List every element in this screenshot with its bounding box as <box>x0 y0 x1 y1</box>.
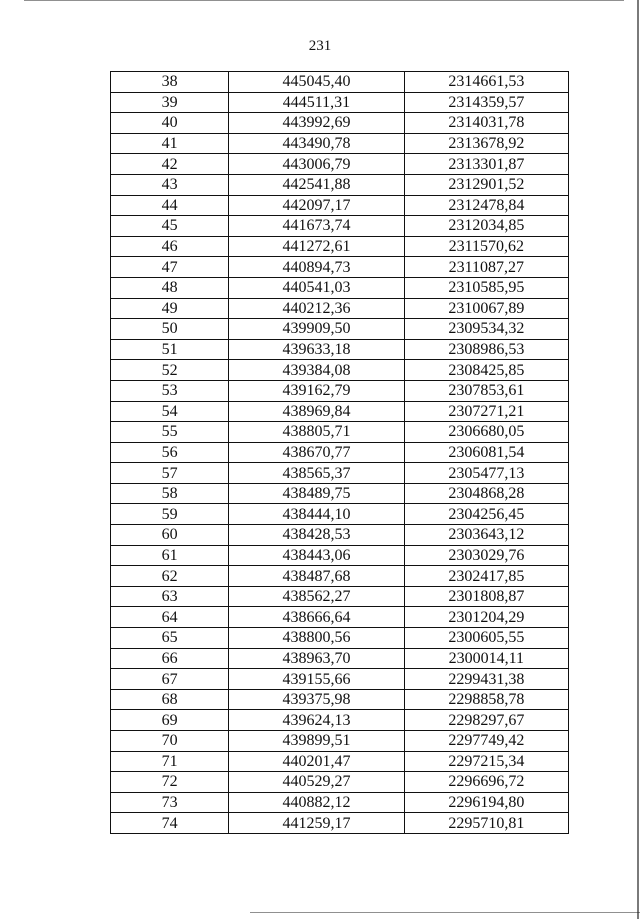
x-coordinate-cell: 445045,40 <box>229 72 404 93</box>
table-row <box>111 525 569 546</box>
table-row <box>111 504 569 525</box>
table-row <box>111 772 569 793</box>
table-row <box>111 545 569 566</box>
y-coordinate-cell: 2310585,95 <box>404 277 568 298</box>
point-number-cell: 40 <box>111 113 229 134</box>
y-coordinate-cell: 2297749,42 <box>404 731 568 752</box>
point-number-cell: 65 <box>111 628 229 649</box>
point-number-cell: 41 <box>111 133 229 154</box>
y-coordinate-cell: 2305477,13 <box>404 463 568 484</box>
y-coordinate-cell: 2295710,81 <box>404 813 568 834</box>
table-row <box>111 422 569 443</box>
y-coordinate-cell: 2307853,61 <box>404 380 568 401</box>
point-number-cell: 38 <box>111 72 229 93</box>
table-row <box>111 298 569 319</box>
x-coordinate-cell: 442097,17 <box>229 195 404 216</box>
point-number-cell: 55 <box>111 422 229 443</box>
coordinates-table <box>110 71 569 834</box>
y-coordinate-cell: 2300014,11 <box>404 648 568 669</box>
point-number-cell: 71 <box>111 751 229 772</box>
y-coordinate-cell: 2298297,67 <box>404 710 568 731</box>
point-number-cell: 45 <box>111 216 229 237</box>
x-coordinate-cell: 444511,31 <box>229 92 404 113</box>
point-number-cell: 70 <box>111 731 229 752</box>
table-body <box>111 72 569 834</box>
x-coordinate-cell: 438969,84 <box>229 401 404 422</box>
table-row <box>111 236 569 257</box>
point-number-cell: 69 <box>111 710 229 731</box>
x-coordinate-cell: 441673,74 <box>229 216 404 237</box>
y-coordinate-cell: 2308425,85 <box>404 360 568 381</box>
table-row <box>111 648 569 669</box>
page-number: 231 <box>308 38 332 54</box>
y-coordinate-cell: 2298858,78 <box>404 689 568 710</box>
point-number-cell: 73 <box>111 792 229 813</box>
table-row <box>111 731 569 752</box>
table-row <box>111 813 569 834</box>
table-row <box>111 463 569 484</box>
table-row <box>111 72 569 93</box>
point-number-cell: 53 <box>111 380 229 401</box>
point-number-cell: 66 <box>111 648 229 669</box>
y-coordinate-cell: 2307271,21 <box>404 401 568 422</box>
table-row <box>111 319 569 340</box>
point-number-cell: 51 <box>111 339 229 360</box>
x-coordinate-cell: 438562,27 <box>229 586 404 607</box>
y-coordinate-cell: 2314031,78 <box>404 113 568 134</box>
x-coordinate-cell: 441272,61 <box>229 236 404 257</box>
point-number-cell: 68 <box>111 689 229 710</box>
x-coordinate-cell: 438428,53 <box>229 525 404 546</box>
point-number-cell: 43 <box>111 174 229 195</box>
x-coordinate-cell: 438489,75 <box>229 483 404 504</box>
point-number-cell: 61 <box>111 545 229 566</box>
point-number-cell: 63 <box>111 586 229 607</box>
x-coordinate-cell: 439375,98 <box>229 689 404 710</box>
table-row <box>111 607 569 628</box>
point-number-cell: 64 <box>111 607 229 628</box>
x-coordinate-cell: 439384,08 <box>229 360 404 381</box>
y-coordinate-cell: 2296696,72 <box>404 772 568 793</box>
x-coordinate-cell: 439633,18 <box>229 339 404 360</box>
y-coordinate-cell: 2306680,05 <box>404 422 568 443</box>
point-number-cell: 39 <box>111 92 229 113</box>
table-row <box>111 195 569 216</box>
y-coordinate-cell: 2312478,84 <box>404 195 568 216</box>
y-coordinate-cell: 2303643,12 <box>404 525 568 546</box>
x-coordinate-cell: 440201,47 <box>229 751 404 772</box>
table-row <box>111 710 569 731</box>
y-coordinate-cell: 2311570,62 <box>404 236 568 257</box>
x-coordinate-cell: 439155,66 <box>229 669 404 690</box>
y-coordinate-cell: 2304868,28 <box>404 483 568 504</box>
x-coordinate-cell: 439899,51 <box>229 731 404 752</box>
y-coordinate-cell: 2296194,80 <box>404 792 568 813</box>
point-number-cell: 47 <box>111 257 229 278</box>
table-row <box>111 257 569 278</box>
table-row <box>111 628 569 649</box>
x-coordinate-cell: 440541,03 <box>229 277 404 298</box>
y-coordinate-cell: 2301204,29 <box>404 607 568 628</box>
point-number-cell: 46 <box>111 236 229 257</box>
x-coordinate-cell: 438666,64 <box>229 607 404 628</box>
x-coordinate-cell: 443992,69 <box>229 113 404 134</box>
x-coordinate-cell: 443490,78 <box>229 133 404 154</box>
table-row <box>111 277 569 298</box>
point-number-cell: 54 <box>111 401 229 422</box>
scan-edge-right <box>637 0 639 919</box>
x-coordinate-cell: 438444,10 <box>229 504 404 525</box>
y-coordinate-cell: 2306081,54 <box>404 442 568 463</box>
x-coordinate-cell: 438800,56 <box>229 628 404 649</box>
table-row <box>111 792 569 813</box>
y-coordinate-cell: 2302417,85 <box>404 566 568 587</box>
x-coordinate-cell: 440212,36 <box>229 298 404 319</box>
table-row <box>111 339 569 360</box>
y-coordinate-cell: 2308986,53 <box>404 339 568 360</box>
y-coordinate-cell: 2299431,38 <box>404 669 568 690</box>
y-coordinate-cell: 2309534,32 <box>404 319 568 340</box>
table-row <box>111 566 569 587</box>
point-number-cell: 62 <box>111 566 229 587</box>
y-coordinate-cell: 2314661,53 <box>404 72 568 93</box>
x-coordinate-cell: 442541,88 <box>229 174 404 195</box>
table-row <box>111 113 569 134</box>
point-number-cell: 42 <box>111 154 229 175</box>
table-row <box>111 442 569 463</box>
table-row <box>111 751 569 772</box>
y-coordinate-cell: 2314359,57 <box>404 92 568 113</box>
y-coordinate-cell: 2312034,85 <box>404 216 568 237</box>
point-number-cell: 50 <box>111 319 229 340</box>
x-coordinate-cell: 438443,06 <box>229 545 404 566</box>
y-coordinate-cell: 2313678,92 <box>404 133 568 154</box>
x-coordinate-cell: 439162,79 <box>229 380 404 401</box>
x-coordinate-cell: 439624,13 <box>229 710 404 731</box>
table-row <box>111 216 569 237</box>
table-row <box>111 586 569 607</box>
table-row <box>111 401 569 422</box>
x-coordinate-cell: 438670,77 <box>229 442 404 463</box>
x-coordinate-cell: 439909,50 <box>229 319 404 340</box>
point-number-cell: 59 <box>111 504 229 525</box>
point-number-cell: 67 <box>111 669 229 690</box>
table-row <box>111 689 569 710</box>
y-coordinate-cell: 2297215,34 <box>404 751 568 772</box>
point-number-cell: 72 <box>111 772 229 793</box>
point-number-cell: 57 <box>111 463 229 484</box>
x-coordinate-cell: 441259,17 <box>229 813 404 834</box>
x-coordinate-cell: 443006,79 <box>229 154 404 175</box>
point-number-cell: 44 <box>111 195 229 216</box>
y-coordinate-cell: 2303029,76 <box>404 545 568 566</box>
point-number-cell: 56 <box>111 442 229 463</box>
y-coordinate-cell: 2304256,45 <box>404 504 568 525</box>
point-number-cell: 49 <box>111 298 229 319</box>
x-coordinate-cell: 440894,73 <box>229 257 404 278</box>
x-coordinate-cell: 438963,70 <box>229 648 404 669</box>
x-coordinate-cell: 440882,12 <box>229 792 404 813</box>
scan-edge-top <box>24 0 624 1</box>
table-row <box>111 92 569 113</box>
point-number-cell: 74 <box>111 813 229 834</box>
table-row <box>111 669 569 690</box>
point-number-cell: 48 <box>111 277 229 298</box>
y-coordinate-cell: 2300605,55 <box>404 628 568 649</box>
table-row <box>111 133 569 154</box>
y-coordinate-cell: 2313301,87 <box>404 154 568 175</box>
y-coordinate-cell: 2310067,89 <box>404 298 568 319</box>
point-number-cell: 58 <box>111 483 229 504</box>
table-row <box>111 380 569 401</box>
point-number-cell: 60 <box>111 525 229 546</box>
y-coordinate-cell: 2312901,52 <box>404 174 568 195</box>
x-coordinate-cell: 438487,68 <box>229 566 404 587</box>
y-coordinate-cell: 2301808,87 <box>404 586 568 607</box>
x-coordinate-cell: 440529,27 <box>229 772 404 793</box>
y-coordinate-cell: 2311087,27 <box>404 257 568 278</box>
scan-edge-bottom <box>250 912 640 913</box>
table-row <box>111 483 569 504</box>
point-number-cell: 52 <box>111 360 229 381</box>
table-row <box>111 154 569 175</box>
table-row <box>111 174 569 195</box>
x-coordinate-cell: 438805,71 <box>229 422 404 443</box>
table-row <box>111 360 569 381</box>
x-coordinate-cell: 438565,37 <box>229 463 404 484</box>
